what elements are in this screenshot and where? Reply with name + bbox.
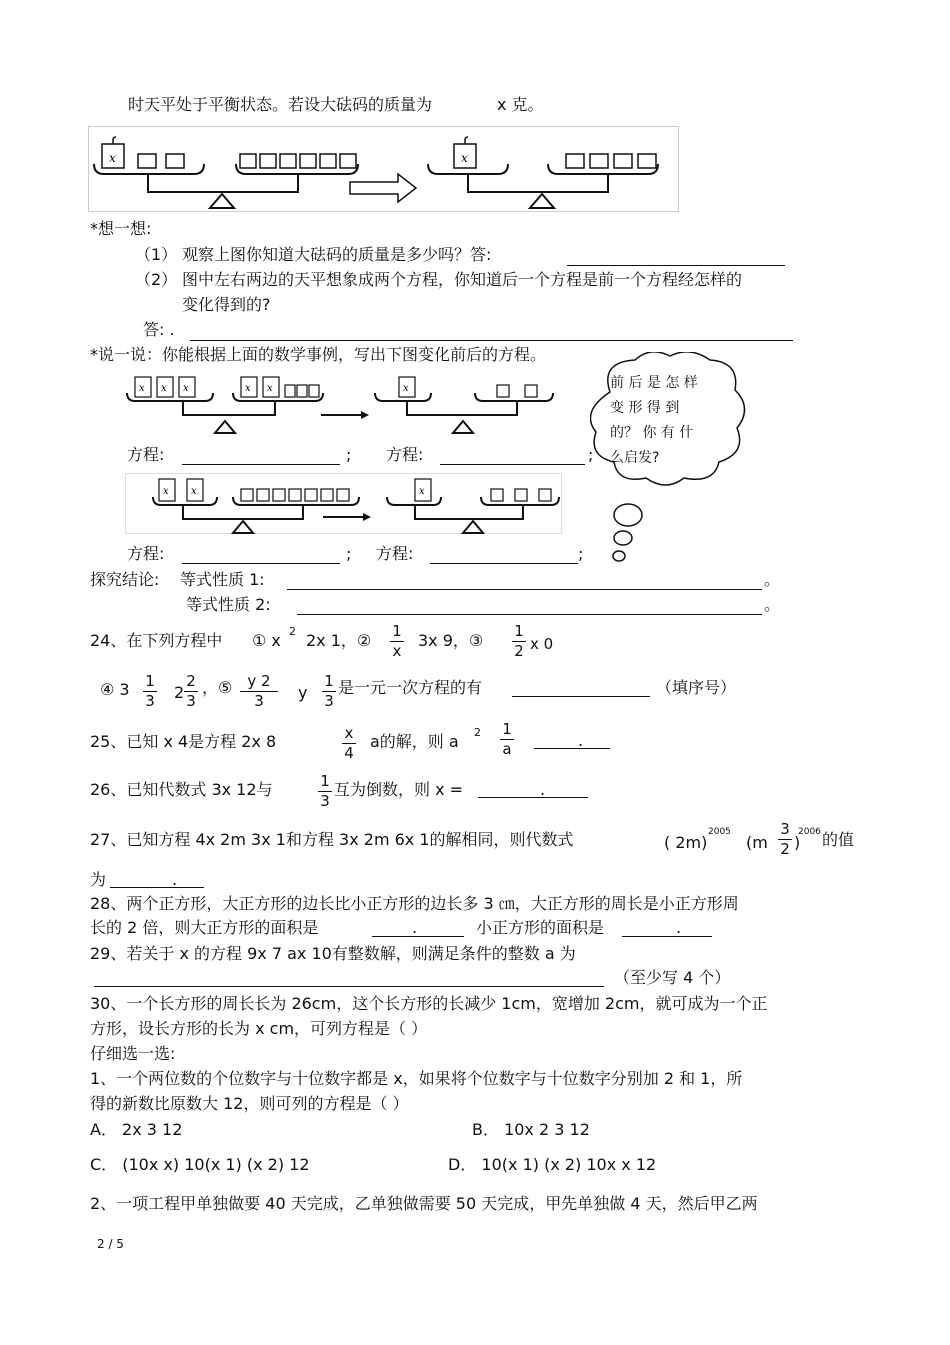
answer-blank-1[interactable] [567,265,785,266]
choose-q2: 2、一项工程甲单独做要 40 天完成，乙单独做需要 50 天完成，甲先单独做 4 天，然后甲乙两 [90,1194,758,1213]
property-1-label: 等式性质 1: [180,570,265,589]
q24-blank[interactable] [512,696,650,697]
eq-label-1: 方程: [127,445,165,464]
think-q2-line2: 变化得到的? [182,295,271,314]
intro-unknown: x 克。 [497,95,544,114]
fraction: 1 3 [318,774,332,809]
intro-line: 时天平处于平衡状态。若设大砝码的质量为 [128,95,433,114]
think-q2-line1: 图中左右两边的天平想象成两个方程，你知道后一个方程是前一个方程经怎样的 [182,270,743,289]
bubble-line-4: 么启发? [610,450,660,466]
fraction: 1 3 [143,674,157,709]
answer-blank-2[interactable] [190,340,793,341]
q28-blank-2[interactable] [622,936,712,937]
eq-label-4: 方程: [376,544,414,563]
option-c[interactable]: C． (10x x) 10(x 1) (x 2) 12 [90,1155,310,1174]
q25-blank[interactable] [534,748,610,749]
eq-blank-2[interactable] [440,464,585,465]
eq-blank-1[interactable] [182,464,340,465]
svg-text:x: x [161,383,167,394]
svg-text:x: x [245,383,251,394]
think-q2-num: （2） [135,270,178,289]
think-title: *想一想: [90,219,152,238]
q29-blank[interactable] [94,986,604,987]
eq-label-3: 方程: [127,544,165,563]
bubble-line-3: 的？ 你 有 什 [610,425,694,441]
fraction: 1 3 [322,674,336,709]
q26-blank[interactable] [478,797,588,798]
q25-stem: 25、已知 x 4是方程 2x 8 [90,732,277,751]
q28-blank-1[interactable] [372,936,464,937]
option-b[interactable]: B． 10x 2 3 12 [472,1120,590,1139]
balance-figure-1 [88,126,680,212]
q29-line1: 29、若关于 x 的方程 9x 7 ax 10有整数解，则满足条件的整数 a 为 [90,944,576,963]
q26-stem: 26、已知代数式 3x 12与 [90,780,273,799]
choose-q1-line2: 得的新数比原数大 12，则可列的方程是（ ） [90,1094,409,1113]
fraction: 1 2 [512,624,526,659]
fraction: x 4 [342,726,356,761]
eq-blank-3[interactable] [182,563,340,564]
fraction: 2 3 [184,674,198,709]
svg-text:x: x [419,486,425,497]
svg-text:x: x [139,383,145,394]
q28-line1: 28、两个正方形，大正方形的边长比小正方形的边长多 3 ㎝，大正方形的周长是小正方形周 [90,894,739,913]
q24-stem: 24、在下列方程中 [90,631,223,650]
svg-text:x: x [403,383,409,394]
think-q1-num: （1） [135,245,178,264]
bubble-line-1: 前 后 是 怎 样 [610,375,698,391]
q30-line1: 30、一个长方形的周长长为 26cm，这个长方形的长减少 1cm，宽增加 2cm，就可成为一个正 [90,994,768,1013]
choose-title: 仔细选一选: [90,1044,176,1063]
svg-text:x: x [183,383,189,394]
fraction: 1 x [390,624,404,659]
think-answer-label: 答: . [143,320,175,339]
option-d[interactable]: D． 10(x 1) (x 2) 10x x 12 [448,1155,657,1174]
svg-text:x: x [267,383,273,394]
conclusion-label: 探究结论: [90,570,160,589]
q30-line2: 方形，设长方形的长为 x cm，可列方程是（ ） [90,1019,428,1038]
q27-stem: 27、已知方程 4x 2m 3x 1和方程 3x 2m 6x 1的解相同，则代数式 [90,830,574,849]
think-q1: 观察上图你知道大砝码的质量是多少吗？答: [182,245,492,264]
eq-label-2: 方程: [386,445,424,464]
bubble-line-2: 变 形 得 到 [610,400,680,416]
q28-line2b: 小正方形的面积是 [476,918,605,937]
fraction: y 2 3 [240,674,278,709]
balance-figure-3 [125,473,565,535]
property-2-label: 等式性质 2: [186,595,271,614]
property-1-blank[interactable] [287,589,762,590]
eq-blank-4[interactable] [430,563,578,564]
choose-q1-line1: 1、一个两位数的个位数字与十位数字都是 x，如果将个位数字与十位数字分别加 2 和 1，所 [90,1069,743,1088]
option-a[interactable]: A． 2x 3 12 [90,1120,183,1139]
say-title: *说一说：你能根据上面的数学事例，写出下图变化前后的方程。 [90,345,547,364]
fraction: 1 a [500,722,514,757]
fraction: 3 2 [778,822,792,857]
svg-text:x: x [163,486,169,497]
page-number: 2 / 5 [97,1237,124,1251]
q28-line2a: 长的 2 倍，则大正方形的面积是 [90,918,319,937]
property-2-blank[interactable] [297,614,762,615]
balance-figure-2 [125,371,565,437]
weight-x-label: x [109,151,116,165]
q27-blank[interactable] [110,887,204,888]
svg-text:x: x [191,486,197,497]
svg-text:x: x [461,151,468,165]
